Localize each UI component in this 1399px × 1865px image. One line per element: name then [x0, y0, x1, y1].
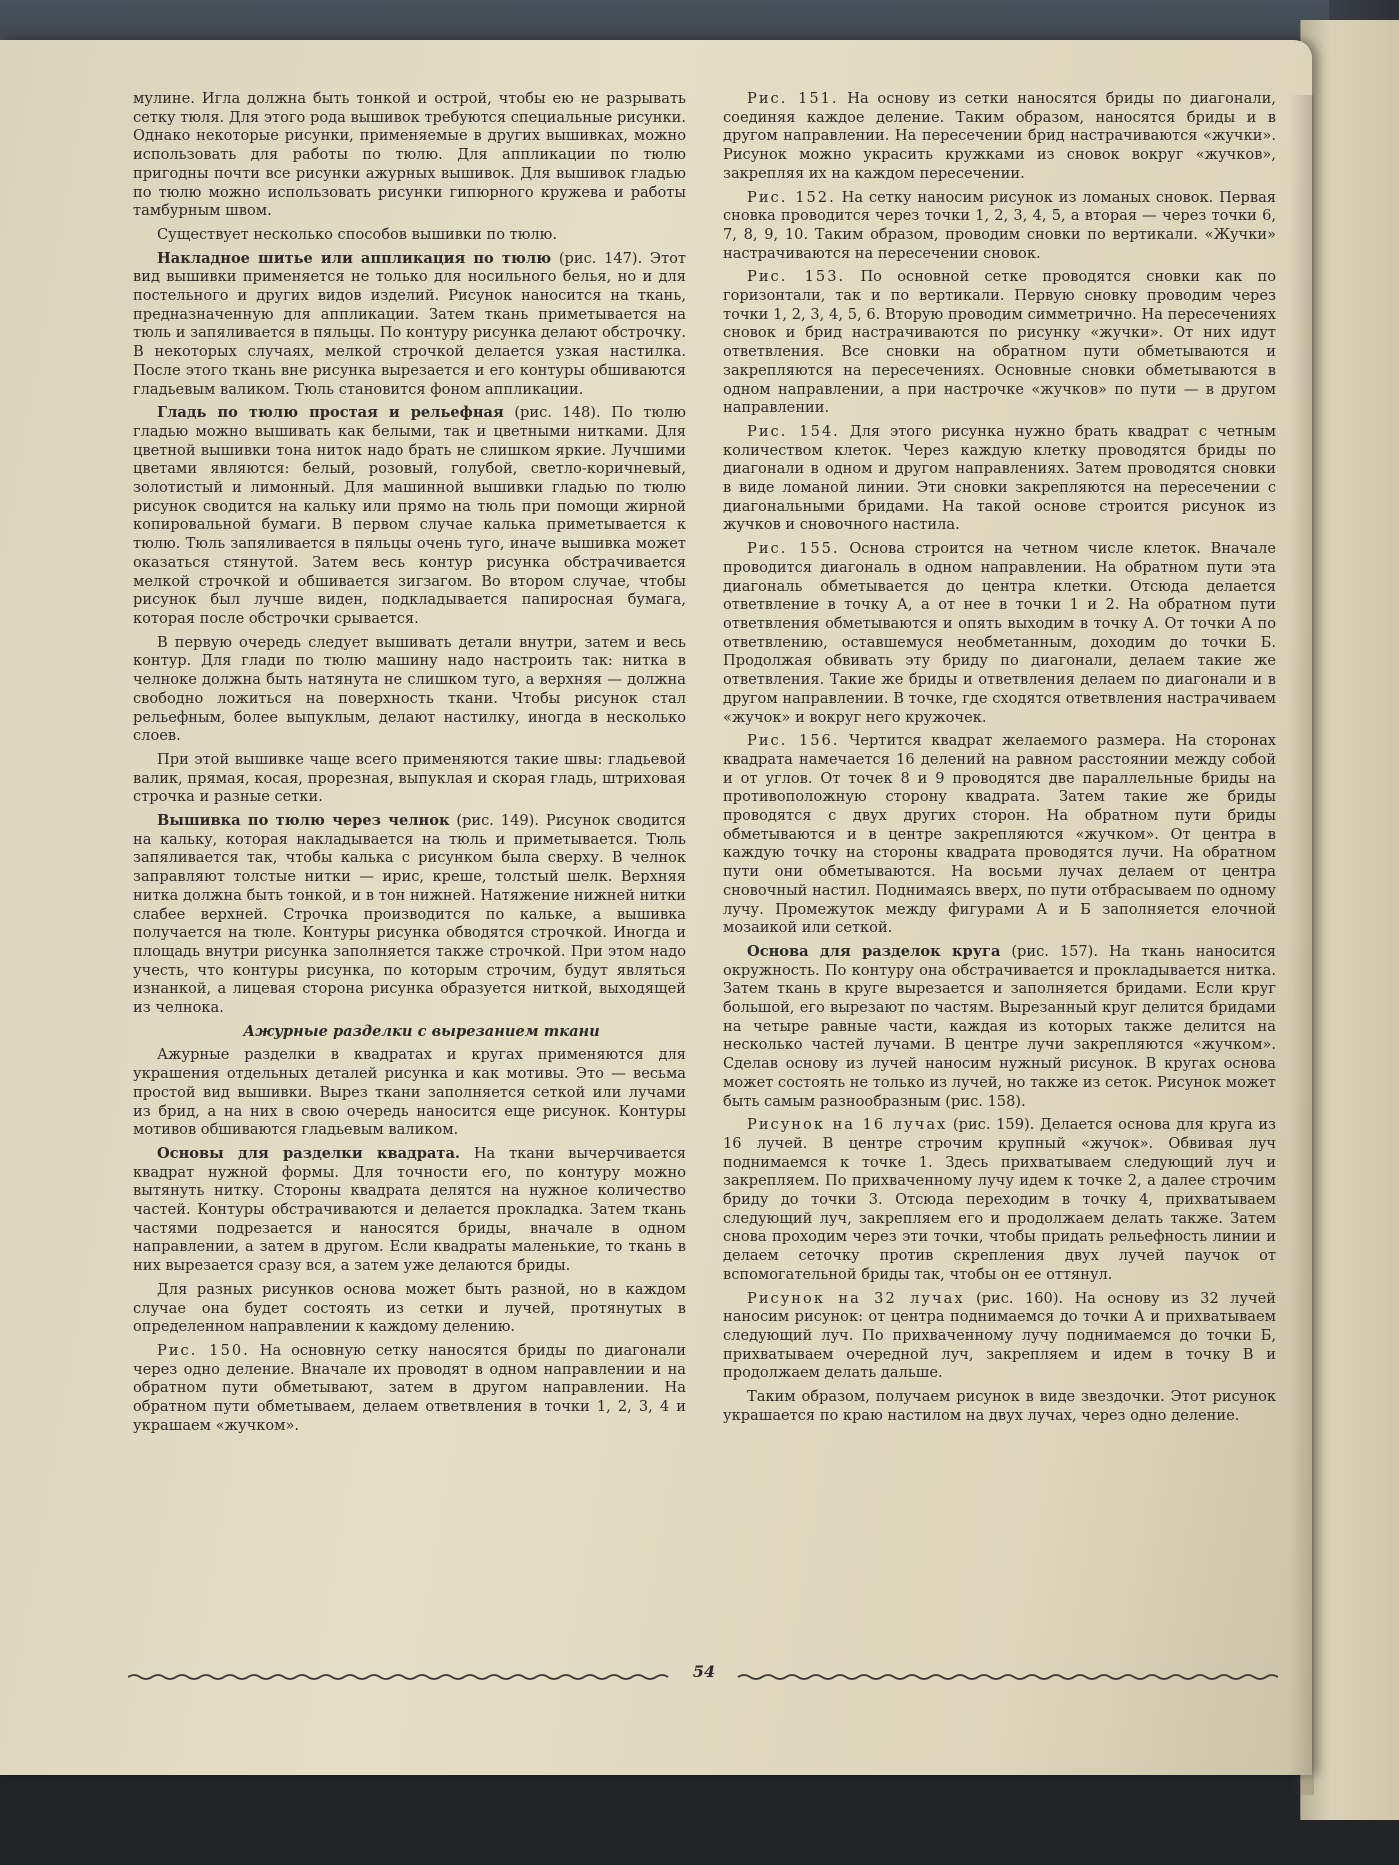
paragraph	[133, 1342, 686, 1436]
figure-ref: Рис. 151.	[747, 90, 839, 107]
paragraph: Существует несколько способов вышивки по тюлю.	[157, 225, 558, 243]
paragraph	[723, 732, 1276, 938]
paragraph-text: Делается основа для круга из 16 лучей. В центре строчим крупный «жучок». Обвивая луч поднимаемся к точке 1. Здесь прихватываем следующий луч и закрепляем. По прихваченному лучу идем к точке 2, а далее строчим бриду до точки 3. Отсюда переходим в точку 4, прихватываем следующий луч, закрепляем его и продолжаем делать также. Затем снова проходим через эти точки, чтобы придать рельефность линии и делаем сеточку против скрепления двух лучей паучок от вспомогательной бриды так, чтобы он ее оттянул.	[723, 1116, 1277, 1283]
paragraph	[133, 812, 686, 1018]
book-page	[0, 40, 1312, 1775]
paragraph-text: На основу из 32 лучей наносим рисунок: от центра поднимаемся до точки А и прихватываем следующий луч. По прихваченному лучу поднимаемся до точки Б, прихватываем очередной луч, закрепляем и идем в точку В и продолжаем делать дальше.	[723, 1289, 1277, 1382]
paragraph	[723, 1290, 1276, 1384]
paragraph	[723, 943, 1276, 1111]
figure-ref: (рис. 160).	[976, 1289, 1064, 1307]
right-column	[723, 90, 1276, 1431]
paragraph	[133, 404, 686, 628]
paragraph	[723, 90, 1276, 184]
paragraph-text: Рисунок сводится на кальку, которая накладывается на тюль и приметывается. Тюль запяливается так, чтобы калька с рисунком была сверху. В челнок заправляют толстые нитки — ирис, креше, толстый шелк. Верхняя нитка должна быть тонкой, и в тон нижней. Натяжение нижней нитки слабее верхней. Строчка производится по кальке, а вышивка получается на тюле. Контуры рисунка обводятся строчкой. Иногда и площадь внутри рисунка заполняется также строчкой. При этом надо учесть, что контуры рисунка, по которым строчим, будут являться изнанкой, а лицевая сторона рисунка образуется ниткой, выходящей из челнока.	[133, 812, 687, 1017]
paragraph-text: На сетку наносим рисунок из ломаных сновок. Первая сновка проводится через точки 1, 2, 3, 4, 5, а вторая — через точки 6, 7, 8, 9, 10. Таким образом, проводим сновки по вертикали. «Жучки» настрачиваются на пересечении сновок.	[723, 188, 1277, 262]
paragraph: мулине. Игла должна быть тонкой и острой, чтобы ею не разрывать сетку тюля. Для этого рода вышивок требуются специальные рисунки. Однако некоторые рисунки, применяемые в других вышивках, можно использовать для работы по тюлю. Для аппликации по тюлю пригодны почти все рисунки ажурных вышивок. Для вышивок гладью по тюлю можно использовать рисунки гипюрного кружева и работы тамбурным швом.	[133, 90, 686, 220]
paragraph-text: По основной сетке проводятся сновки как по горизонтали, так и по вертикали. Первую сновку проводим через точки 1, 2, 3, 4, 5, 6. Вторую проводим симметрично. На пересечениях сновок и брид настрачиваются по рисунку «жучки». От них идут ответвления. Все сновки на обратном пути обметываются и закрепляются на пересечениях. Основные сновки обметываются в одном направлении, а при настрочке «жучков» по пути — в другом направлении.	[723, 268, 1276, 417]
figure-ref: Рис. 156.	[747, 732, 840, 750]
paragraph	[723, 423, 1276, 535]
page-number: 54	[692, 1662, 716, 1681]
paragraph-text: Чертится квадрат желаемого размера. На сторонах квадрата намечается 16 делений на равном расстоянии между собой и от углов. От точек 8 и 9 проводятся две параллельные бриды на противоположную сторону квадрата. Затем такие же бриды проводятся с двух других сторон. На обратном пути бриды обметываются и в центре закрепляются «жучком». От центра в каждую точку на стороны квадрата проводятся лучи. На обратном пути они обметываются. На восьми лучах делаем от центра сновочный настил. Поднимаясь вверх, по пути отбрасываем по одному лучу. Промежуток между фигурами А и Б заполняется елочной мозаикой или сеткой.	[723, 732, 1277, 937]
figure-ref: Рисунок на 16 лучах	[747, 1116, 948, 1134]
paragraph	[133, 1145, 686, 1276]
figure-ref: Рис. 150.	[157, 1342, 250, 1359]
paragraph-title: Гладь по тюлю простая и рельефная	[157, 404, 504, 422]
paragraph: При этой вышивке чаще всего применяются такие швы: гладьевой валик, прямая, косая, прорезная, выпуклая и скорая гладь, штриховая строчка и разные сетки.	[133, 750, 686, 806]
figure-ref: Рисунок на 32 лучах	[747, 1289, 965, 1307]
paragraph-text: На ткань наносится окружность. По контуру она обстрачивается и прокладывается нитка. Затем ткань в круге вырезается и заполняется бридами. Если круг большой, его вырезают по частям. Вырезанный круг делится бридами на четыре равные части, каждая из которых также делится на несколько частей лучами. В центре лучи закрепляются «жучком». Сделав основу из лучей наносим нужный рисунок. В кругах основа может состоять не только из лучей, но также из сеток. Рисунок может быть самым разнообразным (рис. 158).	[723, 942, 1277, 1110]
paragraph-title: Основа для разделок круга	[747, 942, 1001, 960]
paragraph-text: Для этого рисунка нужно брать квадрат с четным количеством клеток. Через каждую клетку проводятся бриды по диагонали в одном и другом направлениях. Затем проводятся сновки в виде ломаной линии. Эти сновки закрепляются на пересечении с диагональными бридами. На такой основе строится рисунок из жучков и сновочного настила.	[723, 422, 1276, 534]
figure-ref: (рис. 149).	[456, 812, 540, 830]
paragraph-text: По тюлю гладью можно вышивать как белыми, так и цветными нитками. Для цветной вышивки тона ниток надо брать не слишком яркие. Лучшими цветами являются: белый, розовый, голубой, светло-коричневый, золотистый и лимонный. Для машинной вышивки гладью по тюлю рисунок сводится на кальку или прямо на тюль при помощи жирной копировальной бумаги. В первом случае калька приметывается к тюлю. Тюль запяливается в пяльцы очень туго, иначе вышивка может оказаться стянутой. Затем весь контур рисунка обстрачивается мелкой строчкой и обшивается зигзагом. Во втором случае, чтобы рисунок был лучше виден, подкладывается папиросная бумага, которая после обстрочки срывается.	[133, 404, 687, 627]
paragraph	[723, 540, 1276, 727]
paragraph-title: Основы для разделки квадрата.	[157, 1144, 461, 1162]
paragraph-text: Основа строится на четном числе клеток. Вначале проводится диагональ в одном направлении. На обратном пути эта диагональ обметывается до центра клетки. Отсюда делается ответвление в точку А, а от нее в точки 1 и 2. На обратном пути ответвления обметываются и опять выходим в точку А. От точки А по ответвлению, оставшемуся необметанным, доходим до точки Б. Продолжая обвивать эту бриду по диагонали, делаем такие же ответвления. Такие же бриды и ответвления делаем по диагонали и в другом направлении. В точке, где сходятся ответвления настрачиваем «жучок» и вокруг него кружочек.	[723, 540, 1276, 726]
paragraph-title: Вышивка по тюлю через челнок	[157, 812, 450, 830]
paragraph: Ажурные разделки в квадратах и кругах применяются для украшения отдельных деталей рисунка и как мотивы. Это — весьма простой вид вышивки. Вырез ткани заполняется сеткой или лучами из брид, а на них в свою очередь наносится еще рисунок. Контуры мотивов обшиваются гладьевым валиком.	[133, 1046, 686, 1139]
paragraph: В первую очередь следует вышивать детали внутри, затем и весь контур. Для глади по тюлю машину надо настроить так: нитка в челноке должна быть натянута не слишком туго, а верхняя — должна свободно ложиться на поверхность ткани. Чтобы рисунок стал рельефным, более выпуклым, делают настилку, иногда в несколько слоев.	[133, 633, 686, 745]
figure-ref: Рис. 155.	[747, 540, 840, 558]
figure-ref: (рис. 147).	[558, 249, 643, 267]
paragraph	[133, 250, 686, 400]
paragraph	[723, 1116, 1276, 1284]
left-column	[133, 90, 686, 1441]
figure-ref: Рис. 154.	[747, 422, 840, 440]
figure-ref: (рис. 159).	[952, 1116, 1035, 1134]
paragraph	[723, 189, 1276, 264]
paragraph-text: На основу из сетки наносятся бриды по диагонали, соединяя каждое деление. Таким образом, наносятся бриды и в другом направлении. На пересечении брид настрачиваются «жучки». Рисунок можно украсить кружками из сновок вокруг «жучков», закрепляя их на каждом пересечении.	[723, 90, 1277, 182]
paragraph: Таким образом, получаем рисунок в виде звездочки. Этот рисунок украшается по краю настилом на двух лучах, через одно деление.	[723, 1388, 1276, 1424]
paragraph	[723, 268, 1276, 418]
paragraph-text: На ткани вычерчивается квадрат нужной формы. Для точности его, по контуру можно вытянуть нитку. Стороны квадрата делятся на нужное количество частей. Контуры обстрачиваются и делается прокладка. Затем ткань частями подрезается и наносятся бриды, вначале в одном направлении, а затем в другом. Если квадраты маленькие, то ткань в них вырезается сразу вся, а затем уже делаются бриды.	[133, 1144, 686, 1275]
section-heading: Ажурные разделки с вырезанием ткани	[243, 1022, 600, 1040]
figure-ref: Рис. 152.	[747, 188, 836, 206]
next-page-edge	[1300, 20, 1399, 1820]
figure-ref: (рис. 148).	[514, 404, 601, 422]
paragraph: Для разных рисунков основа может быть разной, но в каждом случае она будет состоять из сетки и лучей, протянутых в определенном направлении к каждому делению.	[133, 1280, 686, 1336]
page-curl-shadow	[1290, 95, 1314, 1795]
paragraph-title: Накладное шитье или аппликация по тюлю	[157, 249, 552, 267]
figure-ref: Рис. 153.	[747, 268, 846, 286]
figure-ref: (рис. 157).	[1011, 942, 1099, 960]
paragraph-text: На основную сетку наносятся бриды по диагонали через одно деление. Вначале их проводят в одном направлении и на обратном пути обметывают, затем в другом направлении. На обратном пути обметываем, делаем ответвления в точки 1, 2, 3, 4 и украшаем «жучком».	[133, 1342, 687, 1434]
paragraph-text: Этот вид вышивки применяется не только для носильного белья, но и для постельного и других видов изделий. Рисунок наносится на ткань, предназначенную для аппликации. Затем ткань приметывается на тюль и запяливается в пяльцы. По контуру рисунка делают обстрочку. В некоторых случаях, мелкой строчкой делается узкая настилка. После этого ткань вне рисунка вырезается и его контуры обшиваются гладьевым валиком. Тюль становится фоном аппликации.	[133, 249, 687, 398]
page-footer	[128, 1662, 1278, 1692]
